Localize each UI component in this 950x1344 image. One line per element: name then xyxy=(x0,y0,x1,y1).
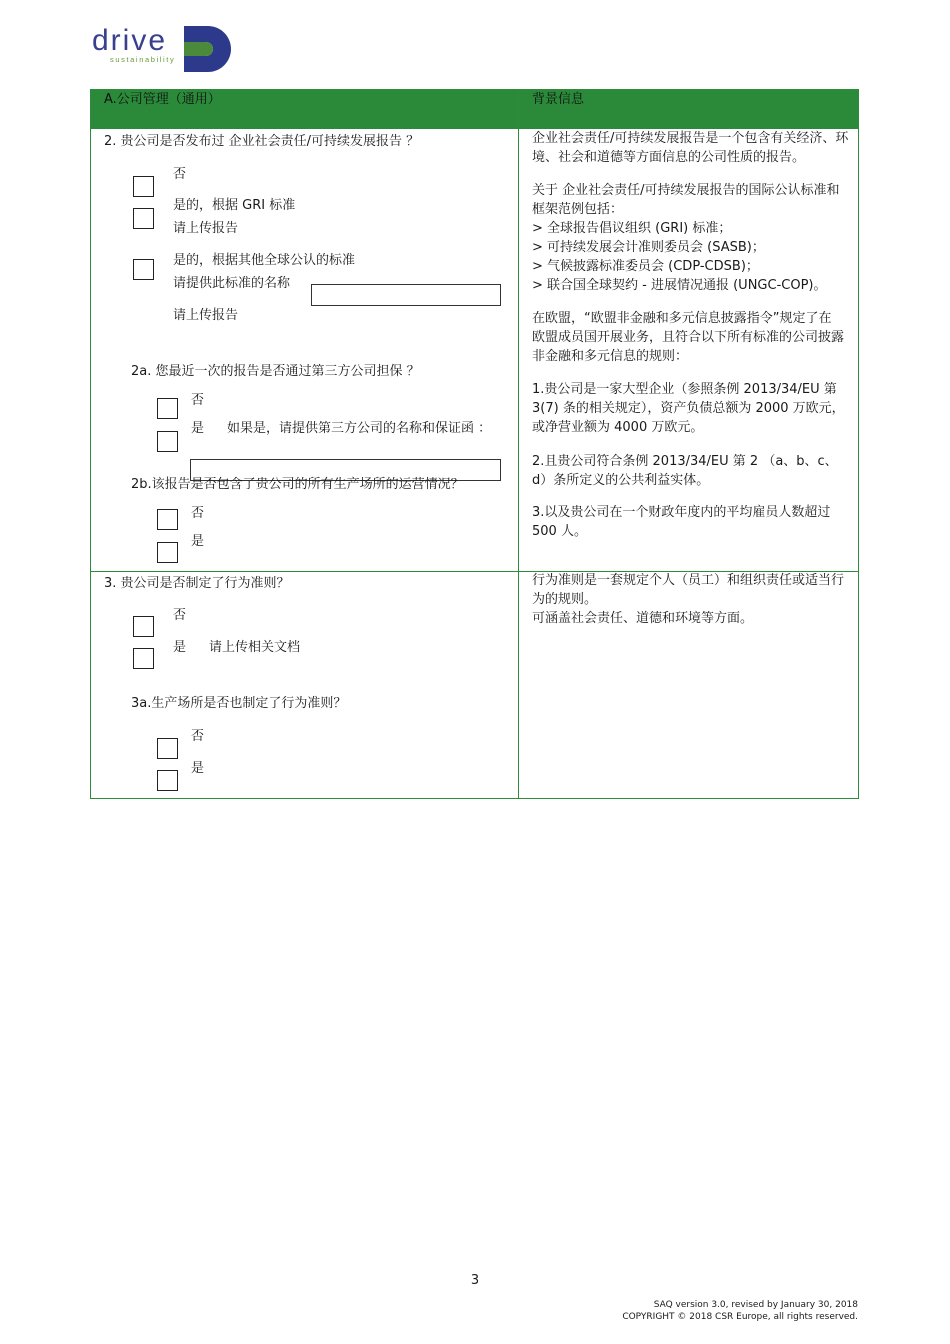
logo-d-mark-icon xyxy=(184,26,254,72)
section-title: A.公司管理（通用） xyxy=(104,92,221,107)
q2-info-paragraph-1: 企业社会责任/可持续发展报告是一个包含有关经济、环境、社会和道德等方面信息的公司性质的报告。 xyxy=(532,131,849,165)
q3-checkbox-yes[interactable] xyxy=(133,648,154,669)
question-2a: 2a. 您最近一次的报告是否通过第三方公司担保 ？ xyxy=(131,364,420,379)
q3-checkbox-no[interactable] xyxy=(133,616,154,637)
question-3: 3. 贵公司是否制定了行为准则？ xyxy=(104,576,290,591)
q2-info-standard-item: > 气候披露标准委员会 (CDP-CDSB)； xyxy=(532,259,759,274)
q3-info-paragraph-2: 可涵盖社会责任、道德和环境等方面。 xyxy=(532,611,754,626)
q2-checkbox-other[interactable] xyxy=(133,259,154,280)
q2b-checkbox-yes[interactable] xyxy=(157,542,178,563)
q2-info-standard-item: > 可持续发展会计准则委员会 (SASB)； xyxy=(532,240,765,255)
q3-upload-label: 请上传相关文档 xyxy=(209,640,301,655)
q2-upload-report-label: 请上传报告 xyxy=(173,221,239,236)
question-3a: 3a.生产场所是否也制定了行为准则？ xyxy=(131,696,347,711)
q2-option-no-label: 否 xyxy=(173,167,187,182)
q2-info-criterion-3: 3.以及贵公司在一个财政年度内的平均雇员人数超过 500 人。 xyxy=(532,505,831,539)
logo-tagline: sustainability xyxy=(110,55,176,64)
logo-wordmark: drive xyxy=(92,24,168,57)
q3-option-yes-label: 是 xyxy=(173,640,187,655)
column-divider xyxy=(518,89,519,799)
background-info-title: 背景信息 xyxy=(532,92,585,107)
q2-checkbox-gri[interactable] xyxy=(133,208,154,229)
q2-info-paragraph-2 xyxy=(532,181,852,295)
q2a-option-no-label: 否 xyxy=(191,393,205,408)
q2-info-standard-item: > 联合国全球契约 - 进展情况通报 (UNGC-COP)。 xyxy=(532,278,827,293)
question-2b: 2b.该报告是否包含了贵公司的所有生产场所的运营情况？ xyxy=(131,477,464,492)
q2a-yes-detail-label: 如果是，请提供第三方公司的名称和保证函 ： xyxy=(227,421,492,436)
q3-option-no-label: 否 xyxy=(173,608,187,623)
q2-info-eu-directive: 在欧盟，“欧盟非金融和多元信息披露指令”规定了在欧盟成员国开展业务，且符合以下所有标准的公司披露非金融和多元信息的规则： xyxy=(532,311,845,364)
q3a-checkbox-yes[interactable] xyxy=(157,770,178,791)
q2-upload-report-label-2: 请上传报告 xyxy=(173,308,239,323)
q2-standard-name-label: 请提供此标准的名称 xyxy=(173,276,291,291)
q2-standard-name-field[interactable] xyxy=(311,284,501,306)
q3a-option-yes-label: 是 xyxy=(191,761,205,776)
q2a-option-yes-label: 是 xyxy=(191,421,205,436)
question-2: 2. 贵公司是否发布过 企业社会责任/可持续发展报告 ？ xyxy=(104,134,420,149)
q2-info-criterion-1: 1.贵公司是一家大型企业（参照条例 2013/34/EU 第 3(7) 条的相关规定），资产负债总额为 2000 万欧元，或净营业额为 4000 万欧元。 xyxy=(532,382,845,435)
page-number: 3 xyxy=(470,1273,480,1288)
footer-copyright: COPYRIGHT © 2018 CSR Europe, all rights reserved. xyxy=(622,1312,858,1322)
q2a-checkbox-yes[interactable] xyxy=(157,431,178,452)
footer-version: SAQ version 3.0, revised by January 30, 2018 xyxy=(653,1300,858,1310)
q3-info-paragraph-1: 行为准则是一套规定个人（员工）和组织责任或适当行为的规则。 xyxy=(532,573,845,607)
q2-info-standard-item: > 全球报告倡议组织 (GRI) 标准； xyxy=(532,221,732,236)
q2-option-gri-label: 是的，根据 GRI 标准 xyxy=(173,198,296,213)
q2-checkbox-no[interactable] xyxy=(133,176,154,197)
drive-sustainability-logo xyxy=(90,24,260,74)
q2-info-criterion-2: 2.且贵公司符合条例 2013/34/EU 第 2 （a、b、c、d）条所定义的公共利益实体。 xyxy=(532,454,838,488)
q2b-checkbox-no[interactable] xyxy=(157,509,178,530)
q2-info-standards-intro: 关于 企业社会责任/可持续发展报告的国际公认标准和框架范例包括： xyxy=(532,183,840,217)
q3a-option-no-label: 否 xyxy=(191,729,205,744)
q2b-option-yes-label: 是 xyxy=(191,534,205,549)
q2b-option-no-label: 否 xyxy=(191,506,205,521)
q2-option-other-label: 是的，根据其他全球公认的标准 xyxy=(173,253,356,268)
q3a-checkbox-no[interactable] xyxy=(157,738,178,759)
q2a-checkbox-no[interactable] xyxy=(157,398,178,419)
